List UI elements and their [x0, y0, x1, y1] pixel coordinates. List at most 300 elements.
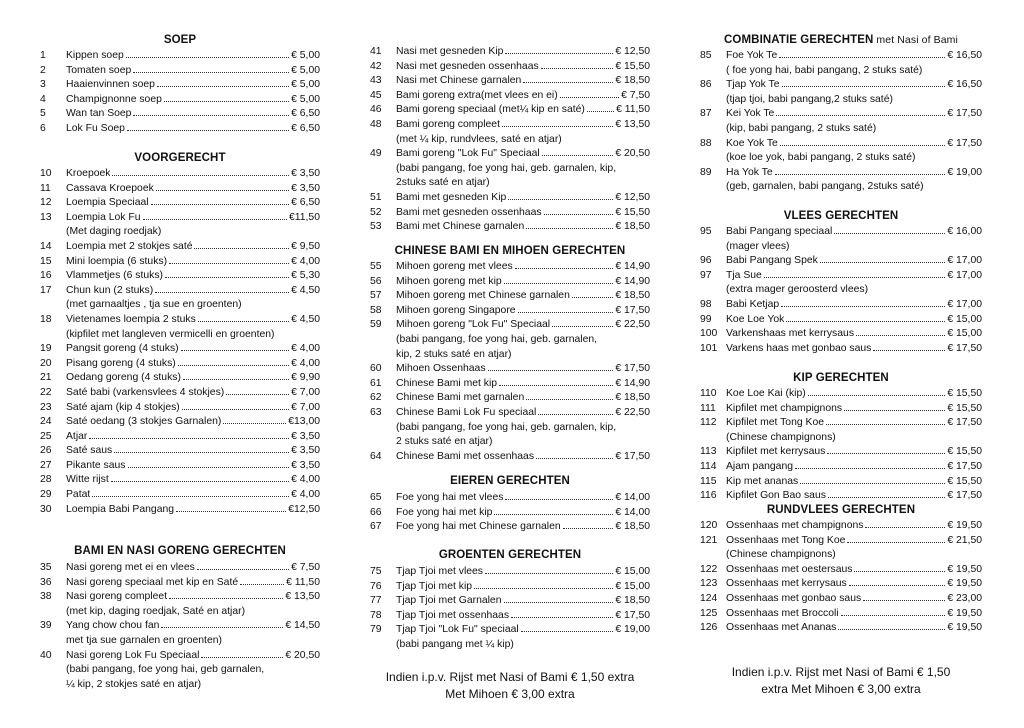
menu-item-row	[370, 74, 650, 89]
item-price: € 18,50	[615, 290, 650, 302]
menu-item	[370, 260, 650, 275]
menu-item-row	[40, 182, 320, 197]
menu-item	[700, 621, 982, 636]
menu-item	[700, 49, 982, 78]
item-number: 56	[370, 275, 382, 287]
menu-item-row	[40, 64, 320, 79]
dot-leader	[504, 602, 614, 603]
item-name: Tjap Tjoi met vlees	[396, 566, 484, 577]
item-name: Tjap Tjoi met Garnalen	[396, 595, 502, 607]
menu-item	[40, 561, 320, 576]
item-name: Bami met Chinese garnalen	[396, 221, 525, 233]
item-number: 57	[370, 290, 382, 302]
menu-item-row	[40, 561, 320, 576]
item-description: (babi pangang met ¼ kip)	[396, 638, 514, 650]
menu-item-row	[700, 387, 982, 402]
item-name: Loempia met 2 stokjes saté	[66, 240, 193, 252]
menu-item	[40, 211, 320, 240]
menu-item	[40, 64, 320, 79]
item-number: 63	[370, 406, 382, 418]
item-description: (geb, garnalen, babi pangang, 2stuks saté)	[726, 181, 924, 193]
item-number: 87	[700, 108, 712, 120]
item-price: € 7,00	[291, 401, 320, 413]
item-number: 41	[370, 46, 382, 57]
item-number: 86	[700, 79, 712, 91]
item-price: € 17,50	[947, 108, 982, 120]
dot-leader	[865, 527, 945, 528]
item-number: 36	[40, 576, 52, 588]
item-price: € 13,50	[615, 118, 650, 130]
dot-leader	[508, 199, 613, 200]
item-number: 35	[40, 562, 52, 573]
item-description: (koe loe yok, babi pangang, 2 stuks saté)	[726, 152, 916, 164]
item-price: € 19,50	[947, 563, 982, 575]
item-number: 17	[40, 284, 52, 296]
item-name: Babi Pangang speciaal	[726, 226, 833, 237]
menu-item-row	[40, 357, 320, 372]
item-description: (babi pangang, foe yong hai, geb. garnalen, kip,	[396, 162, 617, 174]
menu-item	[370, 609, 650, 624]
item-number: 64	[370, 450, 382, 462]
item-price: € 13,50	[285, 591, 320, 603]
item-number: 75	[370, 566, 382, 577]
menu-item-row	[700, 519, 982, 534]
item-price: € 17,50	[947, 342, 982, 354]
item-price: € 19,50	[947, 520, 982, 531]
footer-note-col2	[370, 669, 650, 703]
menu-item	[40, 590, 320, 619]
dot-leader	[560, 97, 619, 98]
dot-leader	[795, 468, 945, 469]
item-number: 85	[700, 50, 712, 61]
item-number: 89	[700, 166, 712, 178]
dot-leader	[834, 233, 945, 234]
section-title-eieren: EIEREN GERECHTEN	[450, 475, 570, 487]
item-price: € 22,50	[615, 319, 650, 331]
menu-item-row	[40, 576, 320, 591]
item-price: € 20,50	[285, 649, 320, 661]
dot-leader	[826, 424, 945, 425]
item-number: 40	[40, 649, 52, 661]
dot-leader	[856, 335, 945, 336]
menu-item	[370, 45, 650, 60]
item-name: Haaienvinnen soep	[66, 79, 155, 91]
item-price: € 9,90	[291, 372, 320, 384]
menu-list-chinese	[370, 260, 650, 464]
menu-item	[370, 391, 650, 406]
item-price: € 5,00	[291, 50, 320, 61]
menu-item-row	[40, 255, 320, 270]
item-number: 110	[700, 388, 717, 399]
dot-leader	[485, 573, 613, 574]
item-price: € 3,50	[291, 445, 320, 457]
menu-item-row	[700, 402, 982, 417]
menu-item	[40, 122, 320, 137]
menu-item-row	[370, 103, 650, 118]
item-price: € 19,50	[947, 622, 982, 634]
item-number: 10	[40, 168, 52, 179]
menu-item-row	[700, 327, 982, 342]
dot-leader	[854, 571, 945, 572]
item-price: € 22,50	[615, 406, 650, 418]
menu-item	[370, 491, 650, 506]
dot-leader	[800, 483, 945, 484]
item-price: € 6,50	[291, 108, 320, 120]
item-description: (kipfilet met langleven vermicelli en groenten)	[66, 328, 275, 340]
item-number: 77	[370, 595, 382, 607]
menu-item-row	[370, 623, 650, 638]
item-description: kip, 2 stuks saté en atjar)	[396, 348, 512, 360]
item-price: € 15,00	[947, 313, 982, 325]
menu-item-row	[700, 592, 982, 607]
dot-leader	[111, 481, 289, 482]
dot-leader	[786, 321, 945, 322]
dot-leader	[494, 514, 613, 515]
menu-item	[40, 49, 320, 64]
dot-leader	[226, 394, 289, 395]
item-price: € 7,00	[291, 386, 320, 398]
menu-item	[40, 167, 320, 182]
menu-item-row	[700, 254, 982, 269]
item-description: (Met daging roedjak)	[66, 226, 162, 238]
item-name: Mihoen goreng met vlees	[396, 261, 513, 272]
item-name: Saté babi (varkensvlees 4 stokjes)	[66, 386, 225, 398]
menu-item-row	[700, 49, 982, 64]
item-name: Patat	[66, 489, 91, 501]
item-price: € 4,00	[291, 474, 320, 486]
item-price: € 12,50	[615, 191, 650, 203]
menu-item-row	[40, 401, 320, 416]
item-number: 53	[370, 221, 382, 233]
item-price: € 16,50	[947, 50, 982, 61]
item-price: € 19,00	[947, 166, 982, 178]
menu-item-row	[370, 191, 650, 206]
item-number: 123	[700, 578, 718, 590]
dot-leader	[155, 292, 289, 293]
item-number: 45	[370, 89, 382, 101]
item-number: 124	[700, 592, 718, 604]
item-price: € 15,50	[615, 60, 650, 72]
item-number: 116	[700, 490, 717, 502]
item-number: 11	[40, 182, 51, 194]
item-price: € 14,00	[615, 492, 650, 503]
dot-leader	[781, 306, 945, 307]
menu-list-bami-nasi	[40, 561, 320, 692]
dot-leader	[518, 312, 614, 313]
menu-item-row	[40, 269, 320, 284]
item-name: Babi Pangang Spek	[726, 255, 818, 267]
item-name: Nasi met gesneden ossenhaas	[396, 60, 539, 72]
menu-item-row	[370, 89, 650, 104]
item-name: Nasi goreng Lok Fu Speciaal	[66, 649, 200, 661]
item-name: Tomaten soep	[66, 64, 132, 76]
menu-item	[40, 313, 320, 342]
dot-leader	[182, 409, 289, 410]
item-price: € 18,50	[615, 521, 650, 533]
item-number: 122	[700, 563, 718, 575]
dot-leader	[133, 115, 289, 116]
menu-item-row	[370, 260, 650, 275]
item-number: 59	[370, 319, 382, 331]
dot-leader	[538, 414, 613, 415]
dot-leader	[474, 588, 613, 589]
menu-item-row	[370, 565, 650, 580]
item-number: 100	[700, 328, 718, 340]
item-price: € 19,50	[947, 607, 982, 619]
section-title-groenten: GROENTEN GERECHTEN	[438, 549, 582, 561]
menu-item-row	[700, 137, 982, 152]
dot-leader	[92, 496, 289, 497]
menu-list-combinatie	[700, 49, 982, 195]
item-price: € 17,50	[615, 363, 650, 375]
menu-item-row	[700, 298, 982, 313]
item-number: 96	[700, 255, 712, 267]
item-number: 88	[700, 137, 712, 149]
item-description: (tjap tjoi, babi pangang,2 stuks saté)	[726, 93, 893, 105]
menu-item	[40, 503, 320, 518]
menu-item	[370, 220, 650, 235]
menu-item-row	[700, 460, 982, 475]
item-price: € 15,50	[615, 206, 650, 218]
item-name: Tjap Tjoi met ossenhaas	[396, 609, 510, 621]
item-name: Ajam pangang	[726, 460, 794, 472]
item-name: Foe Yok Te	[726, 50, 778, 61]
item-price: € 15,00	[615, 580, 650, 592]
item-name: Kipfilet met kerrysaus	[726, 446, 826, 458]
item-name: Foe yong hai met Chinese garnalen	[396, 521, 561, 533]
dot-leader	[201, 657, 283, 658]
item-description: (babi pangang, foe yong hai, geb. garnalen, kip,	[396, 421, 617, 433]
menu-item-row	[700, 269, 982, 284]
item-name: Nasi goreng speciaal met kip en Saté	[66, 576, 239, 588]
item-name: Ossenhaas met kerrysaus	[726, 578, 847, 590]
item-price: € 17,50	[947, 490, 982, 502]
menu-item	[370, 275, 650, 290]
menu-item-row	[370, 406, 650, 421]
menu-item-row	[40, 240, 320, 255]
dot-leader	[511, 617, 613, 618]
item-price: € 18,50	[615, 595, 650, 607]
menu-item	[700, 166, 982, 195]
item-price: € 4,00	[291, 489, 320, 501]
menu-item	[370, 377, 650, 392]
menu-item-row	[40, 78, 320, 93]
item-price: € 15,50	[947, 446, 982, 458]
item-number: 78	[370, 609, 382, 621]
item-name: Tjap Yok Te	[726, 79, 780, 91]
item-name: Varkenshaas met kerrysaus	[726, 328, 855, 340]
dot-leader	[502, 126, 613, 127]
dot-leader	[820, 262, 945, 263]
item-name: Saté saus	[66, 445, 113, 457]
menu-item-row	[40, 342, 320, 357]
menu-item	[370, 60, 650, 75]
item-name: Pangsit goreng (4 stuks)	[66, 343, 179, 355]
item-name: Nasi goreng compleet	[66, 591, 168, 603]
item-number: 12	[40, 197, 52, 209]
footer-line: Indien i.p.v. Rijst met Nasi of Bami € 1,50	[731, 665, 951, 679]
item-price: € 17,50	[947, 460, 982, 472]
menu-list-rund	[700, 519, 982, 636]
menu-list-groenten	[370, 565, 650, 653]
menu-item-row	[370, 220, 650, 235]
item-name: Nasi met gesneden Kip	[396, 46, 504, 57]
menu-item	[700, 607, 982, 622]
menu-list-bami	[370, 45, 650, 235]
item-name: Koe Yok Te	[726, 137, 778, 149]
menu-item-row	[370, 391, 650, 406]
dot-leader	[587, 111, 614, 112]
dot-leader	[505, 53, 613, 54]
menu-item	[40, 415, 320, 430]
item-number: 42	[370, 60, 382, 72]
menu-item-row	[40, 590, 320, 605]
item-name: Ossenhaas met gonbao saus	[726, 592, 862, 604]
menu-item	[700, 534, 982, 563]
item-price: € 4,00	[291, 255, 320, 267]
item-price: € 9,50	[291, 240, 320, 252]
menu-item	[700, 298, 982, 313]
item-price: € 21,50	[947, 534, 982, 546]
item-price: € 5,00	[291, 64, 320, 76]
item-number: 51	[370, 191, 382, 203]
dot-leader	[523, 82, 613, 83]
menu-item-row	[40, 107, 320, 122]
item-name: Kipfilet met Tong Koe	[726, 417, 824, 429]
item-price: € 17,00	[947, 298, 982, 310]
dot-leader	[156, 190, 289, 191]
item-name: Loempia Speciaal	[66, 197, 149, 209]
item-number: 4	[40, 93, 46, 105]
item-name: Mihoen goreng met kip	[396, 275, 502, 287]
item-number: 98	[700, 298, 712, 310]
item-name: Ossenhaas met oestersaus	[726, 563, 853, 575]
menu-item-row	[370, 45, 650, 60]
menu-item	[370, 406, 650, 450]
menu-item	[40, 619, 320, 648]
menu-item-row	[700, 577, 982, 592]
item-number: 18	[40, 313, 52, 325]
section-title-vlees: VLEES GERECHTEN	[783, 210, 899, 222]
menu-item	[700, 519, 982, 534]
item-number: 126	[700, 622, 718, 634]
item-number: 95	[700, 226, 712, 237]
item-description: 2 stuks saté en atjar)	[396, 436, 493, 448]
item-name: Bami goreng compleet	[396, 118, 500, 130]
item-price: € 19,50	[947, 578, 982, 590]
item-description: ( foe yong hai, babi pangang, 2 stuks saté)	[726, 64, 923, 76]
item-name: Mihoen goreng Singapore	[396, 304, 516, 316]
menu-item-row	[700, 342, 982, 357]
item-name: Saté oedang (3 stokjes Garnalen)	[66, 416, 222, 428]
item-number: 25	[40, 430, 52, 442]
dot-leader	[161, 627, 283, 628]
item-number: 97	[700, 269, 712, 281]
item-price: € 14,00	[615, 506, 650, 518]
menu-item-row	[370, 580, 650, 595]
menu-item	[700, 475, 982, 490]
dot-leader	[844, 410, 945, 411]
item-number: 113	[700, 446, 717, 458]
menu-item-row	[370, 362, 650, 377]
item-price: € 18,50	[615, 392, 650, 404]
item-name: Saté ajam (kip 4 stokjes)	[66, 401, 180, 413]
dot-leader	[240, 584, 284, 585]
item-price: €12,50	[288, 503, 320, 515]
menu-item	[700, 563, 982, 578]
dot-leader	[488, 370, 614, 371]
item-description: (met ¼ kip, rundvlees, saté en atjar)	[396, 133, 562, 145]
menu-item-row	[40, 430, 320, 445]
item-price: € 17,50	[615, 450, 650, 462]
menu-item-row	[40, 459, 320, 474]
item-price: € 14,90	[615, 261, 650, 272]
item-name: Kei Yok Te	[726, 108, 775, 120]
menu-item	[370, 520, 650, 535]
menu-item	[40, 357, 320, 372]
item-number: 112	[700, 417, 717, 429]
menu-item	[370, 289, 650, 304]
item-price: € 5,00	[291, 93, 320, 105]
item-price: € 3,50	[291, 182, 320, 194]
menu-item-row	[700, 313, 982, 328]
item-name: Bami goreng speciaal (met¼ kip en saté)	[396, 104, 585, 116]
menu-list-eieren	[370, 491, 650, 535]
dot-leader	[841, 615, 946, 616]
item-price: € 20,50	[615, 148, 650, 160]
item-name: Chinese Bami met kip	[396, 377, 498, 389]
item-name: Ossenhaas met Ananas	[726, 622, 837, 634]
menu-item-row	[700, 225, 982, 240]
section-title-text: COMBINATIE GERECHTEN	[724, 34, 874, 46]
menu-item	[40, 473, 320, 488]
item-price: € 23,00	[947, 592, 982, 604]
menu-item-row	[40, 503, 320, 518]
dot-leader	[143, 219, 287, 220]
dot-leader	[544, 214, 614, 215]
menu-item	[370, 103, 650, 118]
item-number: 6	[40, 122, 46, 134]
menu-item	[40, 488, 320, 503]
menu-item-row	[40, 371, 320, 386]
item-number: 38	[40, 591, 52, 603]
item-price: € 17,50	[615, 609, 650, 621]
item-name: Kip met ananas	[726, 475, 799, 487]
menu-item-row	[40, 415, 320, 430]
dot-leader	[526, 228, 613, 229]
item-number: 19	[40, 343, 52, 355]
menu-item	[700, 577, 982, 592]
item-number: 28	[40, 474, 52, 486]
item-name: Ossenhaas met champignons	[726, 520, 864, 531]
menu-item-row	[40, 167, 320, 182]
item-number: 49	[370, 148, 382, 160]
dot-leader	[873, 350, 945, 351]
menu-item	[40, 649, 320, 693]
menu-item-row	[370, 275, 650, 290]
item-price: € 17,00	[947, 269, 982, 281]
item-price: € 14,90	[615, 377, 650, 389]
item-price: € 4,50	[291, 284, 320, 296]
menu-item	[370, 623, 650, 652]
item-number: 120	[700, 520, 718, 531]
item-price: € 4,00	[291, 357, 320, 369]
item-number: 125	[700, 607, 718, 619]
item-number: 20	[40, 357, 52, 369]
item-name: Ossenhaas met Tong Koe	[726, 534, 846, 546]
menu-item	[370, 147, 650, 191]
dot-leader	[183, 379, 289, 380]
